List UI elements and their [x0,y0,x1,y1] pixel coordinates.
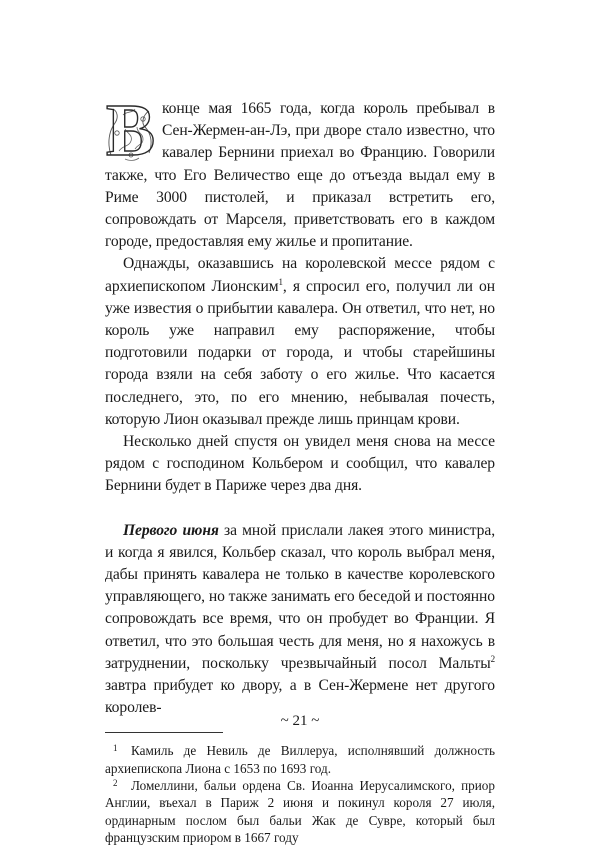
footnote-divider [105,732,223,733]
paragraph-4-text-before: за мной прислали лакея этого министра, и когда я явился, Кольбер сказал, что король выбрал меня, дабы принять кавалера не только в качестве королевского управляющего, но также занимать его беседой и постоянно сопровождать все время, что он пробудет во Франции. Я ответил, что это большая честь для меня, но я нахожусь в затруднении, поскольку чрезвычайный посол Мальты [105,521,495,672]
page-body [105,90,495,846]
paragraph-1-text: конце мая 1665 года, когда король пребывал в Сен-Жермен-ан-Лэ, при дворе стало известно, что кавалер Бернини приехал во Францию. Говорили также, что Его Величество еще до отъезда выдал ему в Риме 3000 пистолей, и приказал встретить его, сопровождать от Марселя, приветствовать его в каждом городе, предоставляя ему жилье и пропитание. [105,100,495,251]
footnote-2: 2 Ломеллини, бальи ордена Св. Иоанна Иерусалимского, приор Англии, въехал в Париж 2 июня и покинул короля 27 июля, ординарным послом был бальи Жак де Сувре, который был французским приором в 1667 году [105,778,495,845]
paragraph-1 [105,90,495,253]
paragraph-4 [105,520,495,720]
drop-cap [105,90,156,172]
page-number: ~ 21 ~ [280,713,320,729]
footnote-ref-2: 2 [490,653,495,664]
footnote-1: 1 Камиль де Невиль де Виллеруа, исполнявший должность архиепископа Лиона с 1653 по 1693 год. [105,743,495,776]
paragraph-4-lead: Первого июня [123,521,219,539]
footnote-1-text: Камиль де Невиль де Виллеруа, исполнявший должность архиепископа Лиона с 1653 по 1693 год. [105,743,495,776]
paragraph-4-text-after: завтра прибудет ко двору, а в Сен-Жермене нет другого королев- [105,677,495,717]
paragraph-2-text-before: Однажды, оказавшись на королевской мессе рядом с архиепископом Лионским [105,255,495,295]
paragraph-3-text: Несколько дней спустя он увидел меня снова на мессе рядом с господином Кольбером и сообщил, что кавалер Бернини будет в Париже через два дня. [105,433,495,495]
paragraph-3 [105,431,495,498]
paragraph-2-text-after: , я спросил его, получил ли он уже известия о прибытии кавалера. Он ответил, что нет, но король уже направил ему распоряжение, чтобы подготовили подарки от города, и чтобы старейшины города взяли на себя заботу о его жилье. Что касается последнего, это, по его мнению, небывалая почесть, которую Лион оказывал прежде лишь принцам крови. [105,277,495,428]
footnote-ref-1: 1 [278,276,283,287]
paragraph-2 [105,253,495,431]
footnote-2-text: Ломеллини, бальи ордена Св. Иоанна Иерусалимского, приор Англии, въехал в Париж 2 июня и покинул короля 27 июля, ординарным послом был бальи Жак де Сувре, который был французским приором в 1667 году [105,778,495,845]
drop-cap-letter: В [105,90,156,172]
